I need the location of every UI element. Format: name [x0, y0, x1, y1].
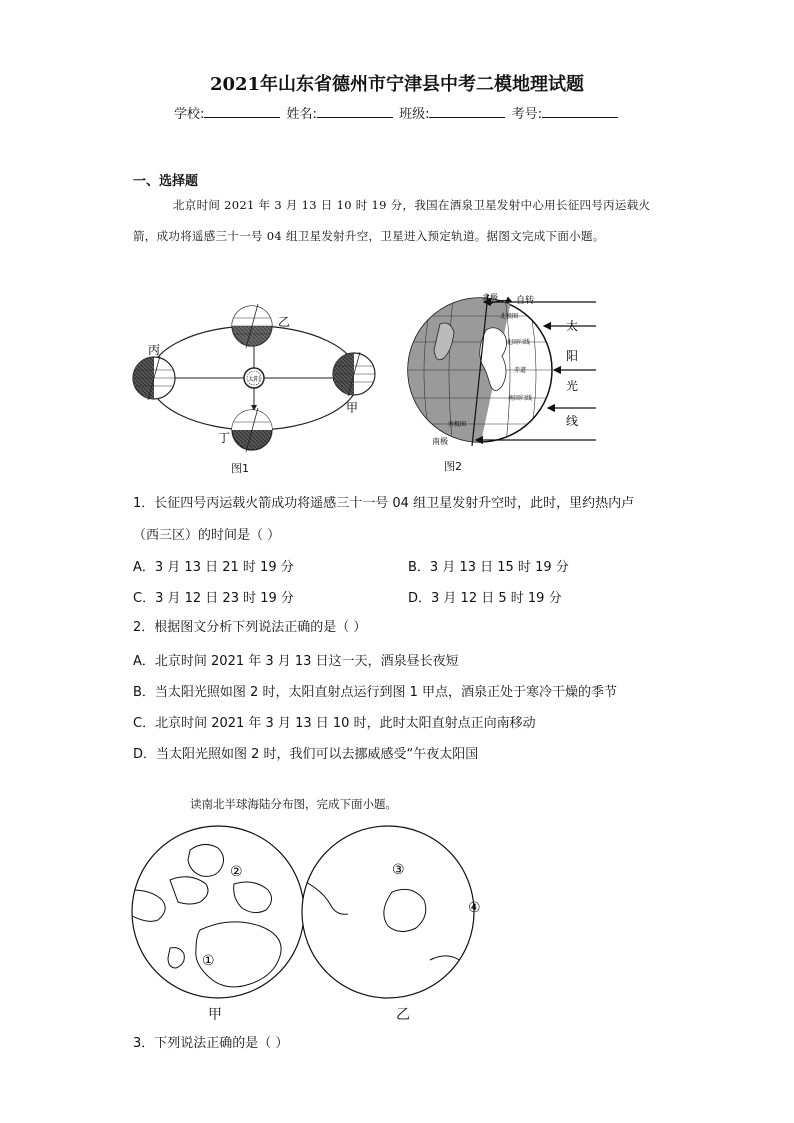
- exam-number-label: 考号:: [511, 107, 542, 122]
- class-label: 班级:: [399, 107, 430, 122]
- north-pole-label: 北极: [482, 293, 498, 302]
- question-3-stem: 3．下列说法正确的是（ ）: [133, 1036, 289, 1051]
- sunlight-char-2: 阳: [566, 349, 579, 363]
- section-heading: 一、选择题: [133, 174, 199, 189]
- south-map-caption: 乙: [396, 1007, 410, 1023]
- mark-2: ②: [230, 864, 243, 880]
- page-title: 2021年山东省德州市宁津县中考二模地理试题: [209, 74, 585, 95]
- mark-1: ①: [202, 953, 215, 969]
- class-blank[interactable]: [429, 104, 505, 118]
- sunlight-char-3: 光: [566, 379, 579, 393]
- north-map-caption: 甲: [208, 1007, 222, 1023]
- q2-option-d[interactable]: D．当太阳光照如图 2 时，我们可以去挪威感受“午夜太阳国: [133, 747, 479, 762]
- q2-option-b[interactable]: B．当太阳光照如图 2 时，太阳直射点运行到图 1 甲点，酒泉正处于寒冷干燥的季节: [133, 685, 617, 700]
- south-hemisphere-map: [302, 826, 474, 998]
- mark-4: ④: [468, 900, 481, 916]
- sunlight-char-4: 线: [566, 414, 579, 428]
- q1-option-d[interactable]: D．3 月 12 日 5 时 19 分: [408, 591, 562, 606]
- rotation-label: 自转: [516, 296, 535, 306]
- label-yi: 乙: [278, 315, 291, 329]
- q1-option-c[interactable]: C．3 月 12 日 23 时 19 分: [133, 591, 294, 606]
- q2-option-c[interactable]: C．北京时间 2021 年 3 月 13 日 10 时，此时太阳直射点正向南移动: [133, 716, 536, 731]
- earth-globe-jia: [333, 352, 375, 396]
- figure-3-hemisphere-maps: [130, 820, 500, 1010]
- sunlight-char-1: 太: [566, 319, 579, 333]
- south-pole-label: 南极: [432, 437, 448, 446]
- label-jia: 甲: [346, 401, 359, 415]
- lat-label-arctic: 北极圈: [500, 313, 519, 320]
- earth-globe-ding: [232, 408, 272, 452]
- q1-option-b[interactable]: B．3 月 13 日 15 时 19 分: [408, 560, 569, 575]
- q1-option-a[interactable]: A．3 月 13 日 21 时 19 分: [133, 560, 294, 575]
- mark-3: ③: [392, 862, 405, 878]
- lat-label-antarctic: 南极圈: [448, 421, 467, 428]
- lat-label-tropic-s: 南回归线: [508, 395, 533, 402]
- label-ding: 丁: [218, 431, 231, 445]
- earth-globe-yi: [232, 304, 272, 348]
- figure-1-caption: 图1: [231, 462, 249, 475]
- passage-2: 读南北半球海陆分布图，完成下面小题。: [190, 797, 397, 811]
- earth-globe-bing: [133, 356, 175, 400]
- figure-2-sunlight-globe: [404, 290, 604, 460]
- question-1-line-1: 1．长征四号丙运载火箭成功将遥感三十一号 04 组卫星发射升空时，此时，里约热内卢: [133, 496, 635, 511]
- q2-option-a[interactable]: A．北京时间 2021 年 3 月 13 日这一天，酒泉昼长夜短: [133, 654, 459, 669]
- question-2-stem: 2．根据图文分析下列说法正确的是（ ）: [133, 620, 367, 635]
- passage-1: 北京时间 2021 年 3 月 13 日 10 时 19 分，我国在酒泉卫星发射中心用长征四号丙运载火箭，成功将遥感三十一号 04 组卫星发射升空，卫星进入预定轨道。据图文完成下面小题。: [133, 198, 651, 243]
- sun-icon: [244, 368, 264, 388]
- north-hemisphere-map: [132, 826, 304, 998]
- figure-1-orbit-diagram: [128, 292, 388, 472]
- figure-2-caption: 图2: [444, 460, 462, 473]
- school-blank[interactable]: [204, 104, 280, 118]
- lat-label-equator: 赤道: [514, 367, 527, 374]
- student-info-row: [0, 103, 794, 122]
- exam-number-blank[interactable]: [542, 104, 618, 118]
- svg-text:太阳: 太阳: [247, 376, 261, 383]
- name-blank[interactable]: [317, 104, 393, 118]
- question-1-stem: [133, 494, 673, 546]
- label-bing: 丙: [148, 343, 161, 357]
- lat-label-tropic-n: 北回归线: [506, 339, 531, 346]
- question-1-line-2: （西三区）的时间是（ ）: [133, 528, 281, 543]
- school-label: 学校:: [174, 107, 205, 122]
- name-label: 姓名:: [286, 107, 317, 122]
